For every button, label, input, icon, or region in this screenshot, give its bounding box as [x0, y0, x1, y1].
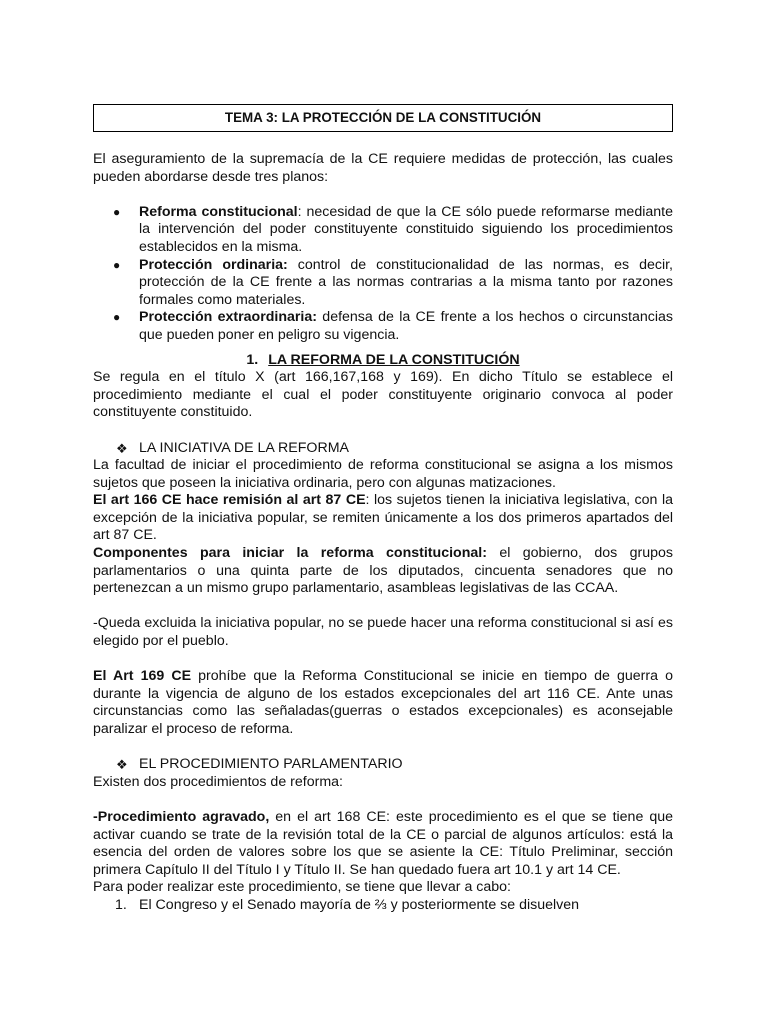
- bullet-bold: Protección extraordinaria:: [139, 309, 317, 326]
- paragraph: Para poder realizar este procedimiento, se tiene que llevar a cabo:: [93, 879, 511, 896]
- paragraph-text: en el art 168 CE: este procedimiento es el que se tiene que activar cuando se trate de la revisión total de la CE o parcial de algunos artículos: está la esencia del orden de valores sobre los que se asiente la CE: Título Preliminar, sección primera Capítulo II del Título I y Título II. Se han quedado fuera art 10.1 y art 14 CE.: [93, 808, 674, 878]
- section-heading: [93, 352, 673, 370]
- bullet-icon: ●: [113, 257, 121, 272]
- paragraph-bold: Componentes para iniciar la reforma constitucional:: [93, 545, 487, 562]
- paragraph-text: el gobierno, dos grupos parlamentarios o una quinta parte de los diputados, cincuenta senadores que no pertenezcan a un mismo grupo parlamentario, asambleas legislativas de las CCAA.: [93, 545, 673, 597]
- subsection-title: EL PROCEDIMIENTO PARLAMENTARIO: [139, 756, 403, 773]
- diamond-icon: ❖: [116, 757, 128, 773]
- section-paragraph: Se regula en el título X (art 166,167,168 y 169). En dicho Título se establece el procedimiento mediante el cual el poder constituyente originario convoca al poder constituyente constituido.: [93, 369, 673, 421]
- document-body: [93, 104, 673, 915]
- list-item: [93, 257, 673, 310]
- paragraph-bold: El art 166 CE hace remisión al art 87 CE: [93, 492, 366, 509]
- subsection-heading-procedimiento: [93, 756, 673, 774]
- paragraph-text: : los sujetos tienen la iniciativa legislativa, con la excepción de la iniciativa popular, se remiten únicamente a los dos primeros apartados del art 87 CE.: [93, 492, 673, 544]
- intro-paragraph: El aseguramiento de la supremacía de la CE requiere medidas de protección, las cuales pueden abordarse desde tres planos:: [93, 151, 673, 185]
- list-item: [93, 204, 673, 257]
- paragraph: [93, 545, 673, 598]
- bullet-text: control de constitucionalidad de las normas, es decir, protección de la CE frente a las normas contrarias a la misma tanto por razones formales como materiales.: [139, 256, 673, 308]
- paragraph-bold: El Art 169 CE: [93, 668, 192, 685]
- bullet-icon: ●: [113, 310, 121, 325]
- list-item: [93, 897, 673, 915]
- bullet-text: : necesidad de que la CE sólo puede reformarse mediante la intervención del poder constituyente constituido siguiendo los procedimientos establecidos en la misma.: [139, 203, 673, 255]
- paragraph: [93, 492, 673, 545]
- bullet-icon: ●: [113, 204, 121, 219]
- section-number: 1.: [246, 351, 259, 368]
- subsection-title: LA INICIATIVA DE LA REFORMA: [139, 439, 349, 456]
- paragraph: La facultad de iniciar el procedimiento de reforma constitucional se asigna a los mismos sujetos que poseen la iniciativa ordinaria, pero con algunas matizaciones.: [93, 457, 673, 491]
- paragraph: [93, 668, 673, 738]
- subsection-heading-iniciativa: [93, 440, 673, 458]
- paragraph-bold: -Procedimiento agravado,: [93, 808, 270, 825]
- paragraph: -Queda excluida la iniciativa popular, no se puede hacer una reforma constitucional si así es elegido por el pueblo.: [93, 615, 673, 650]
- title-box: [93, 104, 673, 132]
- steps-list: [93, 897, 673, 915]
- step-number: 1.: [115, 896, 127, 913]
- protection-planes-list: [93, 204, 673, 345]
- paragraph-text: prohíbe que la Reforma Constitucional se inicie en tiempo de guerra o durante la vigencia de alguno de los estados excepcionales del art 116 CE. Ante unas circunstancias como las señaladas(guerras o estados excepcionales) es aconsejable paralizar el proceso de reforma.: [93, 668, 673, 737]
- step-text: El Congreso y el Senado mayoría de ⅔ y posteriormente se disuelven: [139, 896, 580, 913]
- document-title: TEMA 3: LA PROTECCIÓN DE LA CONSTITUCIÓN: [224, 110, 542, 126]
- bullet-bold: Reforma constitucional: [139, 203, 298, 220]
- bullet-bold: Protección ordinaria:: [139, 256, 288, 273]
- paragraph: Existen dos procedimientos de reforma:: [93, 773, 343, 790]
- section-title: LA REFORMA DE LA CONSTITUCIÓN: [268, 351, 520, 368]
- list-item: [93, 309, 673, 344]
- paragraph: [93, 809, 673, 879]
- diamond-icon: ❖: [116, 440, 128, 456]
- bullet-text: defensa de la CE frente a los hechos o circunstancias que pueden poner en peligro su vigencia.: [139, 309, 673, 343]
